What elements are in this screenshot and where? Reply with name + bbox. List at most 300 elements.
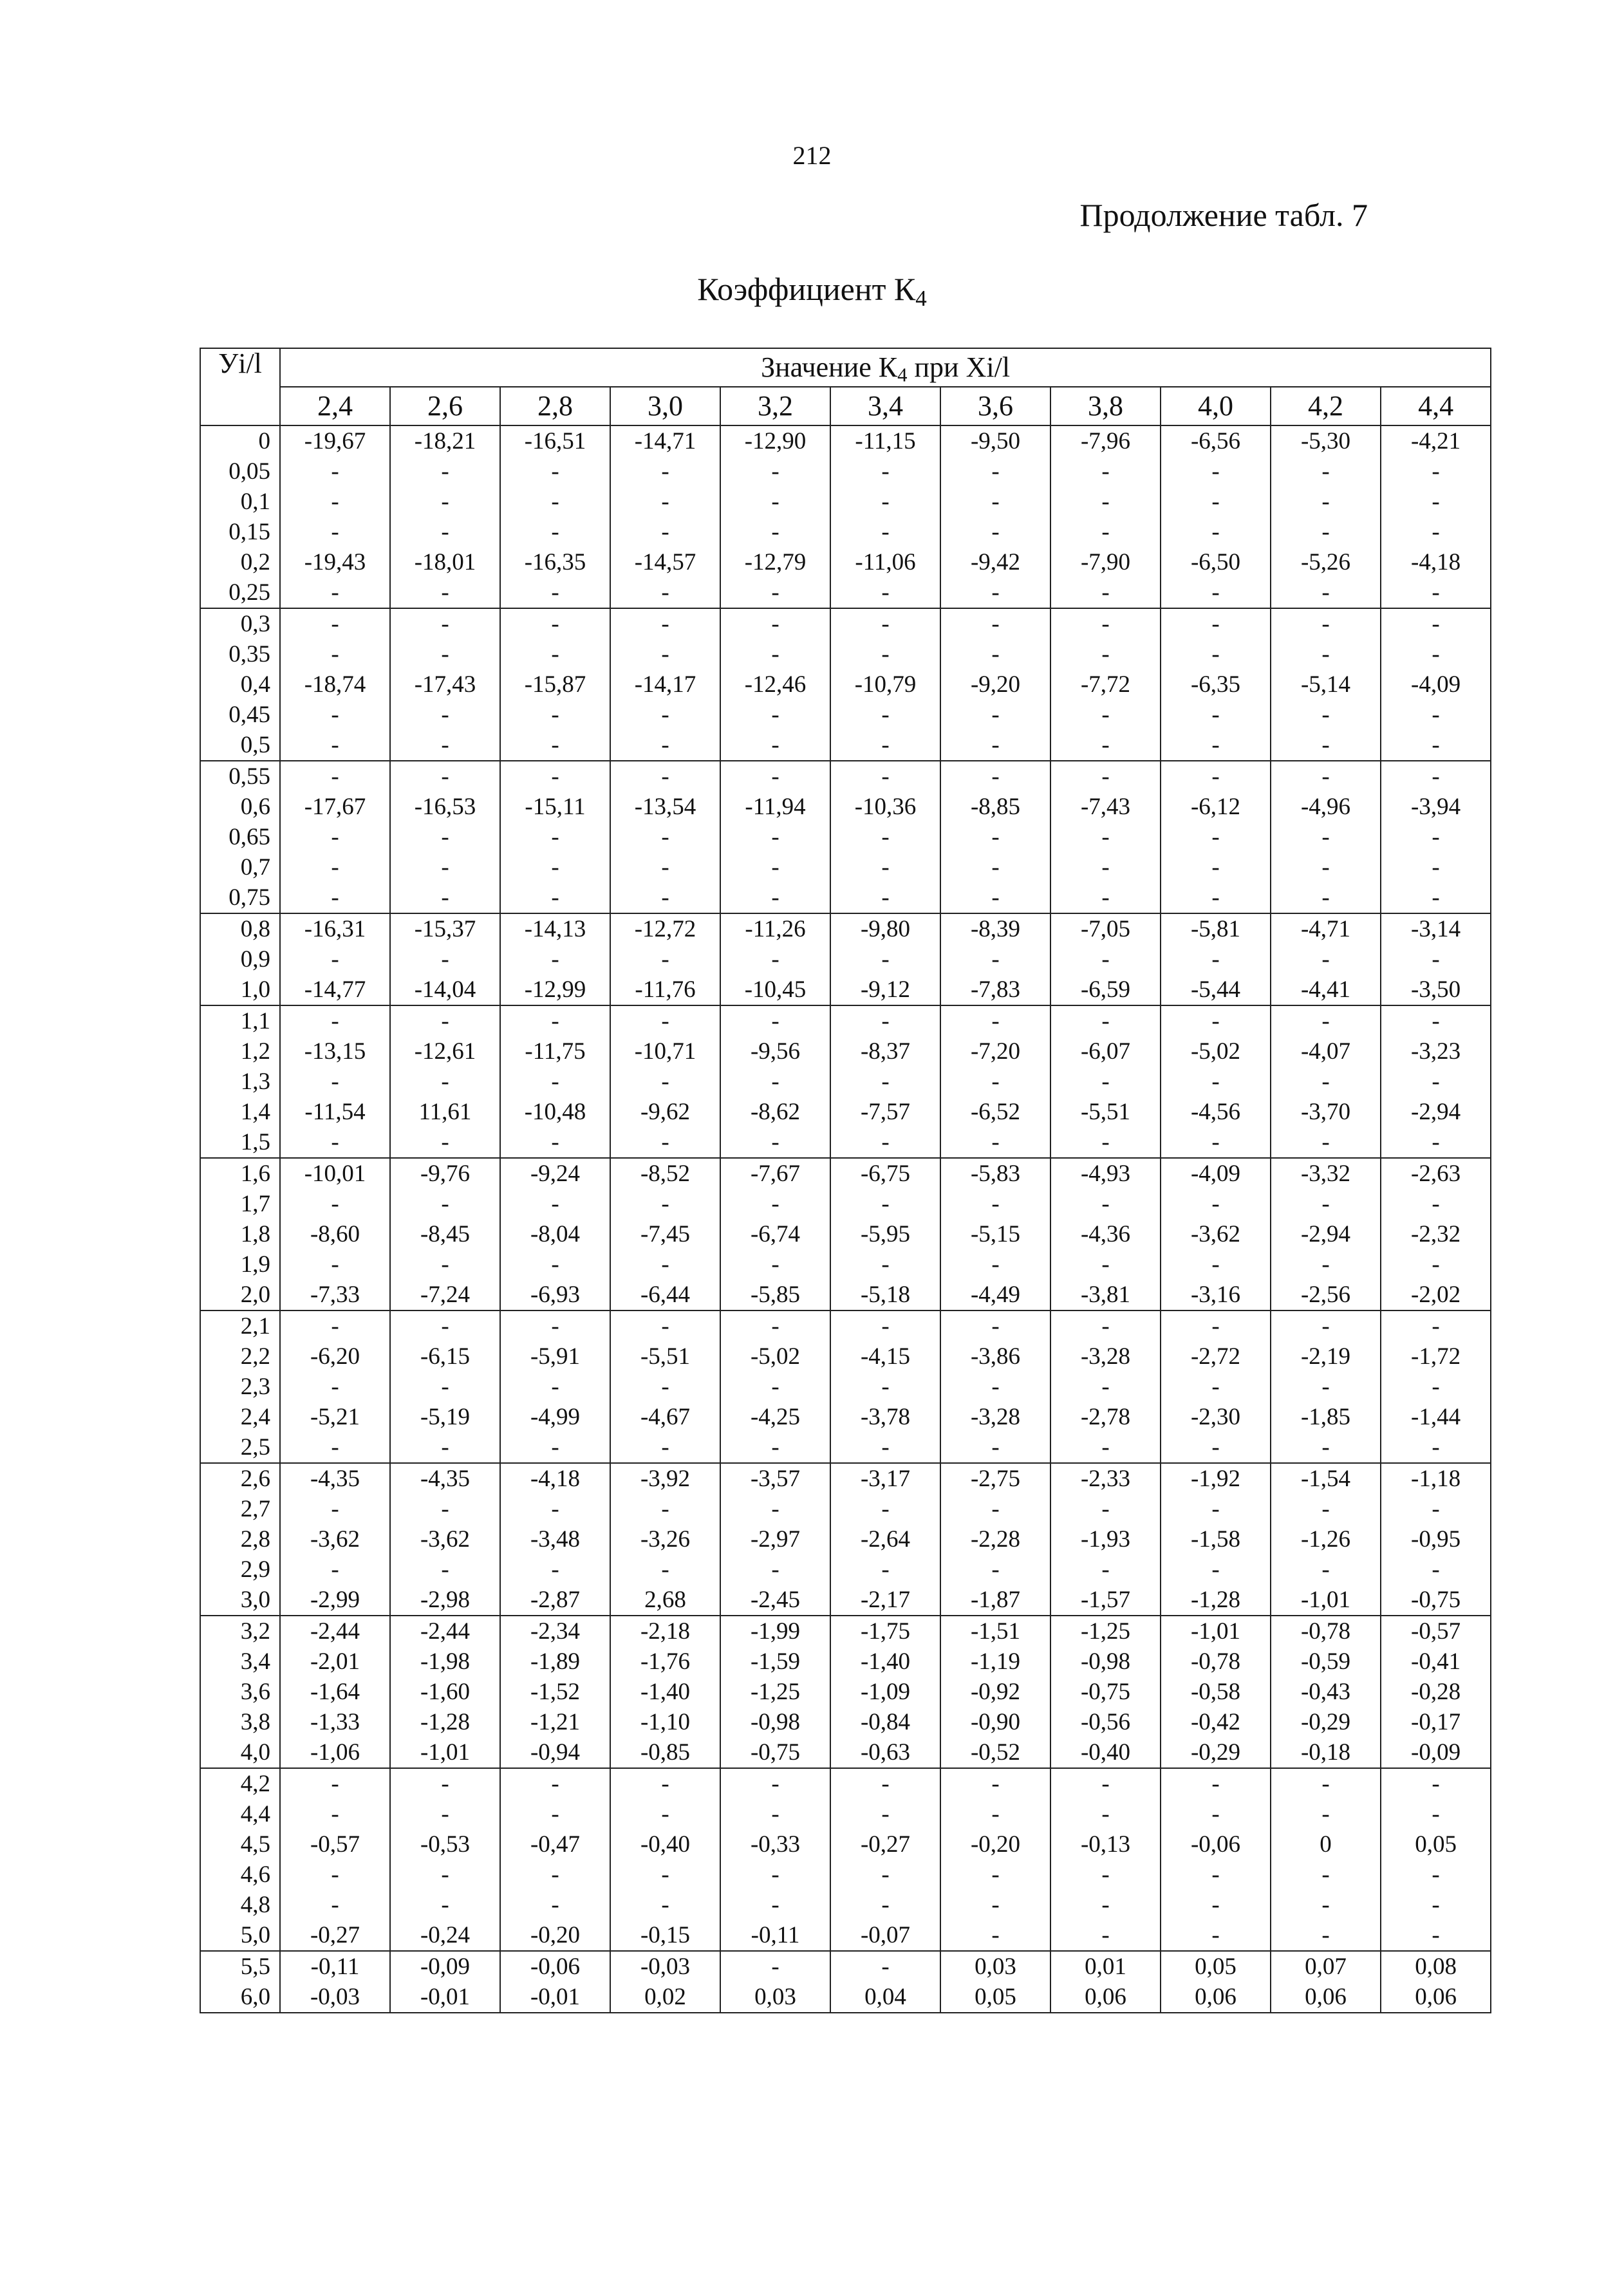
row-label: 5,5 bbox=[200, 1951, 280, 1982]
row-label: 0,55 bbox=[200, 761, 280, 792]
table-cell: - bbox=[390, 1890, 500, 1920]
table-cell: - bbox=[830, 1432, 940, 1463]
table-cell: -0,15 bbox=[610, 1920, 720, 1951]
table-cell: - bbox=[830, 730, 940, 761]
table-cell: - bbox=[720, 761, 830, 792]
row-label: 0,7 bbox=[200, 852, 280, 882]
table-cell: -1,33 bbox=[280, 1707, 390, 1737]
table-cell: -1,85 bbox=[1271, 1402, 1381, 1432]
table-row bbox=[200, 730, 1491, 761]
table-row bbox=[200, 1982, 1491, 2013]
table-row bbox=[200, 1463, 1491, 1494]
table-cell: -0,42 bbox=[1161, 1707, 1271, 1737]
row-label: 3,8 bbox=[200, 1707, 280, 1737]
table-cell: -1,76 bbox=[610, 1646, 720, 1677]
table-cell: - bbox=[940, 608, 1050, 639]
table-cell: -1,72 bbox=[1381, 1341, 1491, 1372]
table-cell: - bbox=[830, 1860, 940, 1890]
table-cell: - bbox=[1161, 1067, 1271, 1097]
table-row bbox=[200, 1829, 1491, 1860]
table-cell: - bbox=[280, 761, 390, 792]
table-row bbox=[200, 1920, 1491, 1951]
table-cell: -15,87 bbox=[500, 669, 610, 700]
table-cell: - bbox=[830, 1799, 940, 1829]
table-cell: 0,03 bbox=[720, 1982, 830, 2013]
table-cell: 11,61 bbox=[390, 1097, 500, 1127]
table-cell: - bbox=[720, 822, 830, 852]
table-cell: - bbox=[1271, 577, 1381, 608]
table-cell: -19,67 bbox=[280, 425, 390, 456]
table-cell: 0,02 bbox=[610, 1982, 720, 2013]
table-cell: -9,24 bbox=[500, 1158, 610, 1189]
table-cell: - bbox=[610, 1311, 720, 1341]
table-cell: - bbox=[610, 577, 720, 608]
table-cell: - bbox=[1381, 1494, 1491, 1524]
table-cell: - bbox=[830, 1494, 940, 1524]
table-cell: -0,84 bbox=[830, 1707, 940, 1737]
table-cell: - bbox=[1381, 1799, 1491, 1829]
table-cell: - bbox=[940, 882, 1050, 913]
table-cell: -1,98 bbox=[390, 1646, 500, 1677]
table-cell: - bbox=[830, 761, 940, 792]
table-cell: - bbox=[1050, 1494, 1161, 1524]
table-cell: - bbox=[500, 517, 610, 547]
table-cell: - bbox=[830, 1372, 940, 1402]
table-cell: -11,94 bbox=[720, 792, 830, 822]
coefficient-table bbox=[200, 348, 1491, 2013]
table-cell: 0,04 bbox=[830, 1982, 940, 2013]
table-cell: -2,98 bbox=[390, 1585, 500, 1616]
table-cell: - bbox=[830, 700, 940, 730]
table-cell: - bbox=[1050, 1189, 1161, 1219]
row-label: 2,2 bbox=[200, 1341, 280, 1372]
row-label: 3,4 bbox=[200, 1646, 280, 1677]
table-cell: - bbox=[500, 1890, 610, 1920]
table-cell: - bbox=[1161, 1920, 1271, 1951]
table-cell: - bbox=[500, 1799, 610, 1829]
table-cell: - bbox=[1050, 1768, 1161, 1799]
table-cell: -9,80 bbox=[830, 913, 940, 944]
table-cell: -9,62 bbox=[610, 1097, 720, 1127]
table-cell: -4,67 bbox=[610, 1402, 720, 1432]
table-cell: - bbox=[1161, 577, 1271, 608]
table-cell: -16,31 bbox=[280, 913, 390, 944]
table-cell: - bbox=[940, 1920, 1050, 1951]
table-cell: -2,01 bbox=[280, 1646, 390, 1677]
table-cell: - bbox=[830, 639, 940, 669]
column-group-header-suffix: при Хi/l bbox=[907, 351, 1011, 383]
table-row bbox=[200, 1402, 1491, 1432]
table-cell: - bbox=[280, 1494, 390, 1524]
table-cell: -4,99 bbox=[500, 1402, 610, 1432]
table-cell: -4,41 bbox=[1271, 975, 1381, 1005]
table-cell: -3,48 bbox=[500, 1524, 610, 1554]
table-cell: - bbox=[1161, 1432, 1271, 1463]
table-row bbox=[200, 975, 1491, 1005]
table-row bbox=[200, 1951, 1491, 1982]
table-cell: -12,46 bbox=[720, 669, 830, 700]
table-cell: -4,15 bbox=[830, 1341, 940, 1372]
table-cell: -3,23 bbox=[1381, 1036, 1491, 1067]
column-header: 3,4 bbox=[830, 387, 940, 425]
table-cell: -5,95 bbox=[830, 1219, 940, 1249]
table-cell: - bbox=[1161, 944, 1271, 975]
table-cell: - bbox=[1271, 761, 1381, 792]
table-cell: - bbox=[280, 1890, 390, 1920]
table-cell: -15,37 bbox=[390, 913, 500, 944]
table-cell: - bbox=[390, 1311, 500, 1341]
table-cell: -0,57 bbox=[280, 1829, 390, 1860]
table-cell: - bbox=[940, 517, 1050, 547]
table-cell: -0,18 bbox=[1271, 1737, 1381, 1768]
table-cell: -3,17 bbox=[830, 1463, 940, 1494]
table-cell: - bbox=[940, 1494, 1050, 1524]
table-cell: - bbox=[1050, 1127, 1161, 1158]
table-cell: -11,76 bbox=[610, 975, 720, 1005]
row-label: 2,9 bbox=[200, 1554, 280, 1585]
table-row bbox=[200, 1127, 1491, 1158]
table-cell: - bbox=[940, 822, 1050, 852]
table-cell: - bbox=[940, 1372, 1050, 1402]
table-cell: -4,36 bbox=[1050, 1219, 1161, 1249]
table-cell: -0,63 bbox=[830, 1737, 940, 1768]
table-cell: 0,06 bbox=[1381, 1982, 1491, 2013]
table-cell: - bbox=[1271, 456, 1381, 487]
row-label: 1,4 bbox=[200, 1097, 280, 1127]
table-row bbox=[200, 1585, 1491, 1616]
table-row bbox=[200, 1219, 1491, 1249]
table-cell: -1,25 bbox=[720, 1677, 830, 1707]
table-cell: -12,72 bbox=[610, 913, 720, 944]
table-cell: -2,94 bbox=[1271, 1219, 1381, 1249]
row-label: 2,0 bbox=[200, 1280, 280, 1311]
table-cell: - bbox=[500, 1189, 610, 1219]
table-cell: - bbox=[1381, 882, 1491, 913]
table-cell: -0,98 bbox=[720, 1707, 830, 1737]
table-cell: - bbox=[720, 1432, 830, 1463]
row-label: 5,0 bbox=[200, 1920, 280, 1951]
row-label: 2,5 bbox=[200, 1432, 280, 1463]
table-cell: - bbox=[940, 730, 1050, 761]
row-label: 0,3 bbox=[200, 608, 280, 639]
table-cell: -8,52 bbox=[610, 1158, 720, 1189]
table-cell: - bbox=[1271, 852, 1381, 882]
table-cell: 0,05 bbox=[1381, 1829, 1491, 1860]
table-cell: -11,26 bbox=[720, 913, 830, 944]
table-row bbox=[200, 669, 1491, 700]
table-cell: -1,58 bbox=[1161, 1524, 1271, 1554]
table-cell: -11,54 bbox=[280, 1097, 390, 1127]
table-cell: - bbox=[280, 1249, 390, 1280]
table-cell: - bbox=[1161, 1249, 1271, 1280]
table-cell: - bbox=[720, 577, 830, 608]
table-cell: -5,85 bbox=[720, 1280, 830, 1311]
table-cell: - bbox=[390, 1127, 500, 1158]
table-cell: - bbox=[1161, 639, 1271, 669]
table-cell: - bbox=[1271, 1494, 1381, 1524]
table-cell: -10,79 bbox=[830, 669, 940, 700]
table-cell: - bbox=[500, 1127, 610, 1158]
table-cell: -13,15 bbox=[280, 1036, 390, 1067]
table-cell: - bbox=[390, 1768, 500, 1799]
table-cell: -9,20 bbox=[940, 669, 1050, 700]
table-cell: -0,33 bbox=[720, 1829, 830, 1860]
row-label: 0,9 bbox=[200, 944, 280, 975]
table-cell: - bbox=[1381, 700, 1491, 730]
table-cell: - bbox=[1271, 1554, 1381, 1585]
table-cell: - bbox=[500, 852, 610, 882]
table-cell: -0,56 bbox=[1050, 1707, 1161, 1737]
table-cell: -7,67 bbox=[720, 1158, 830, 1189]
table-cell: -7,57 bbox=[830, 1097, 940, 1127]
table-cell: -9,42 bbox=[940, 547, 1050, 577]
table-cell: -7,72 bbox=[1050, 669, 1161, 700]
table-cell: - bbox=[280, 1768, 390, 1799]
table-cell: - bbox=[940, 852, 1050, 882]
row-label: 0,1 bbox=[200, 487, 280, 517]
row-label: 4,4 bbox=[200, 1799, 280, 1829]
table-cell: -0,29 bbox=[1271, 1707, 1381, 1737]
table-cell: - bbox=[1161, 1494, 1271, 1524]
table-cell: - bbox=[1271, 1067, 1381, 1097]
table-row bbox=[200, 1646, 1491, 1677]
table-row bbox=[200, 1372, 1491, 1402]
table-cell: - bbox=[1381, 1890, 1491, 1920]
row-label: 1,6 bbox=[200, 1158, 280, 1189]
table-cell: -0,90 bbox=[940, 1707, 1050, 1737]
table-cell: -4,21 bbox=[1381, 425, 1491, 456]
table-row bbox=[200, 1311, 1491, 1341]
table-cell: -17,67 bbox=[280, 792, 390, 822]
table-cell: - bbox=[500, 944, 610, 975]
table-cell: - bbox=[830, 1067, 940, 1097]
table-cell: -1,75 bbox=[830, 1616, 940, 1646]
table-cell: - bbox=[1271, 1799, 1381, 1829]
table-cell: -0,17 bbox=[1381, 1707, 1491, 1737]
table-cell: - bbox=[830, 1554, 940, 1585]
table-cell: -14,77 bbox=[280, 975, 390, 1005]
table-cell: - bbox=[830, 456, 940, 487]
row-label: 3,2 bbox=[200, 1616, 280, 1646]
table-row bbox=[200, 1799, 1491, 1829]
table-cell: - bbox=[390, 608, 500, 639]
table-cell: - bbox=[1050, 1554, 1161, 1585]
table-cell: -1,99 bbox=[720, 1616, 830, 1646]
table-cell: -6,20 bbox=[280, 1341, 390, 1372]
table-cell: -11,75 bbox=[500, 1036, 610, 1067]
table-cell: - bbox=[720, 639, 830, 669]
table-cell: - bbox=[1161, 456, 1271, 487]
table-cell: - bbox=[1271, 1920, 1381, 1951]
table-cell: -2,75 bbox=[940, 1463, 1050, 1494]
row-label: 1,8 bbox=[200, 1219, 280, 1249]
table-cell: -2,87 bbox=[500, 1585, 610, 1616]
table-cell: -0,53 bbox=[390, 1829, 500, 1860]
table-cell: -12,99 bbox=[500, 975, 610, 1005]
table-cell: - bbox=[940, 1890, 1050, 1920]
table-cell: - bbox=[1161, 1554, 1271, 1585]
table-cell: - bbox=[390, 730, 500, 761]
column-header: 3,6 bbox=[940, 387, 1050, 425]
table-cell: -0,01 bbox=[500, 1982, 610, 2013]
table-cell: - bbox=[1271, 1768, 1381, 1799]
table-cell: -1,54 bbox=[1271, 1463, 1381, 1494]
table-cell: -2,44 bbox=[280, 1616, 390, 1646]
table-cell: - bbox=[280, 1311, 390, 1341]
table-cell: - bbox=[1161, 761, 1271, 792]
table-cell: -0,01 bbox=[390, 1982, 500, 2013]
table-cell: - bbox=[1050, 608, 1161, 639]
table-cell: -5,44 bbox=[1161, 975, 1271, 1005]
table-cell: - bbox=[940, 1127, 1050, 1158]
table-cell: - bbox=[1050, 700, 1161, 730]
table-cell: -0,06 bbox=[500, 1951, 610, 1982]
table-cell: - bbox=[1381, 1311, 1491, 1341]
table-cell: - bbox=[1381, 487, 1491, 517]
table-cell: -4,18 bbox=[1381, 547, 1491, 577]
table-cell: 0,06 bbox=[1161, 1982, 1271, 2013]
table-cell: - bbox=[500, 487, 610, 517]
table-cell: - bbox=[610, 944, 720, 975]
table-cell: - bbox=[280, 456, 390, 487]
table-cell: - bbox=[830, 487, 940, 517]
table-row bbox=[200, 1067, 1491, 1097]
table-cell: - bbox=[940, 1432, 1050, 1463]
table-cell: -3,57 bbox=[720, 1463, 830, 1494]
row-label: 2,4 bbox=[200, 1402, 280, 1432]
table-cell: - bbox=[1271, 822, 1381, 852]
table-cell: - bbox=[500, 608, 610, 639]
table-cell: - bbox=[500, 882, 610, 913]
table-cell: - bbox=[610, 700, 720, 730]
table-cell: 0,05 bbox=[940, 1982, 1050, 2013]
table-cell: -2,64 bbox=[830, 1524, 940, 1554]
table-cell: - bbox=[720, 1860, 830, 1890]
table-row bbox=[200, 944, 1491, 975]
table-cell: -0,40 bbox=[610, 1829, 720, 1860]
row-label: 1,9 bbox=[200, 1249, 280, 1280]
table-cell: -5,15 bbox=[940, 1219, 1050, 1249]
table-cell: - bbox=[280, 852, 390, 882]
table-cell: - bbox=[500, 822, 610, 852]
table-cell: - bbox=[830, 1189, 940, 1219]
table-cell: - bbox=[1050, 456, 1161, 487]
table-cell: - bbox=[1381, 1067, 1491, 1097]
table-cell: - bbox=[280, 1127, 390, 1158]
table-cell: -2,72 bbox=[1161, 1341, 1271, 1372]
table-cell: -6,59 bbox=[1050, 975, 1161, 1005]
table-cell: - bbox=[1381, 1920, 1491, 1951]
table-cell: - bbox=[390, 639, 500, 669]
table-cell: - bbox=[720, 882, 830, 913]
table-cell: - bbox=[830, 608, 940, 639]
table-cell: - bbox=[1381, 1432, 1491, 1463]
table-cell: - bbox=[500, 1005, 610, 1036]
table-cell: - bbox=[1161, 1005, 1271, 1036]
table-cell: -9,56 bbox=[720, 1036, 830, 1067]
table-cell: - bbox=[940, 639, 1050, 669]
table-cell: -3,26 bbox=[610, 1524, 720, 1554]
row-label: 1,5 bbox=[200, 1127, 280, 1158]
table-cell: -3,86 bbox=[940, 1341, 1050, 1372]
table-cell: -8,37 bbox=[830, 1036, 940, 1067]
table-cell: -1,92 bbox=[1161, 1463, 1271, 1494]
table-cell: - bbox=[1271, 1890, 1381, 1920]
table-cell: - bbox=[1271, 608, 1381, 639]
table-cell: - bbox=[1381, 761, 1491, 792]
table-cell: 0,08 bbox=[1381, 1951, 1491, 1982]
table-cell: -0,47 bbox=[500, 1829, 610, 1860]
table-cell: - bbox=[1381, 1189, 1491, 1219]
table-cell: - bbox=[830, 1890, 940, 1920]
table-row bbox=[200, 1432, 1491, 1463]
table-cell: -4,56 bbox=[1161, 1097, 1271, 1127]
table-cell: -6,93 bbox=[500, 1280, 610, 1311]
table-cell: -0,52 bbox=[940, 1737, 1050, 1768]
table-cell: -2,32 bbox=[1381, 1219, 1491, 1249]
table-cell: - bbox=[1271, 1005, 1381, 1036]
row-label: 2,7 bbox=[200, 1494, 280, 1524]
table-cell: - bbox=[940, 1067, 1050, 1097]
table-cell: -14,71 bbox=[610, 425, 720, 456]
table-cell: - bbox=[610, 487, 720, 517]
table-cell: -15,11 bbox=[500, 792, 610, 822]
table-cell: - bbox=[1161, 608, 1271, 639]
table-cell: - bbox=[390, 1189, 500, 1219]
table-title bbox=[0, 270, 1624, 311]
table-cell: - bbox=[390, 1799, 500, 1829]
row-label: 4,0 bbox=[200, 1737, 280, 1768]
table-cell: -1,10 bbox=[610, 1707, 720, 1737]
table-cell: - bbox=[280, 1554, 390, 1585]
table-cell: - bbox=[1161, 882, 1271, 913]
table-cell: -6,50 bbox=[1161, 547, 1271, 577]
table-cell: - bbox=[1161, 1127, 1271, 1158]
table-cell: - bbox=[280, 517, 390, 547]
table-cell: - bbox=[720, 1799, 830, 1829]
table-cell: -0,03 bbox=[610, 1951, 720, 1982]
table-cell: - bbox=[720, 456, 830, 487]
table-cell: -14,04 bbox=[390, 975, 500, 1005]
table-cell: -0,28 bbox=[1381, 1677, 1491, 1707]
table-cell: -6,56 bbox=[1161, 425, 1271, 456]
table-cell: -1,21 bbox=[500, 1707, 610, 1737]
table-cell: -6,75 bbox=[830, 1158, 940, 1189]
table-cell: - bbox=[500, 1554, 610, 1585]
row-label: 3,0 bbox=[200, 1585, 280, 1616]
row-label: 4,8 bbox=[200, 1890, 280, 1920]
table-cell: -0,98 bbox=[1050, 1646, 1161, 1677]
column-group-header bbox=[280, 348, 1491, 387]
table-cell: -1,01 bbox=[390, 1737, 500, 1768]
table-cell: -4,35 bbox=[390, 1463, 500, 1494]
row-label: 2,3 bbox=[200, 1372, 280, 1402]
table-cell: -0,75 bbox=[1050, 1677, 1161, 1707]
table-cell: - bbox=[500, 1067, 610, 1097]
table-cell: - bbox=[940, 456, 1050, 487]
table-cell: -4,09 bbox=[1161, 1158, 1271, 1189]
table-cell: - bbox=[280, 944, 390, 975]
table-cell: - bbox=[1271, 517, 1381, 547]
table-cell: -2,44 bbox=[390, 1616, 500, 1646]
table-row bbox=[200, 1707, 1491, 1737]
table-cell: - bbox=[1161, 1768, 1271, 1799]
table-cell: 0,05 bbox=[1161, 1951, 1271, 1982]
table-cell: -4,07 bbox=[1271, 1036, 1381, 1067]
table-cell: - bbox=[1381, 1005, 1491, 1036]
table-cell: -0,07 bbox=[830, 1920, 940, 1951]
table-row bbox=[200, 1554, 1491, 1585]
